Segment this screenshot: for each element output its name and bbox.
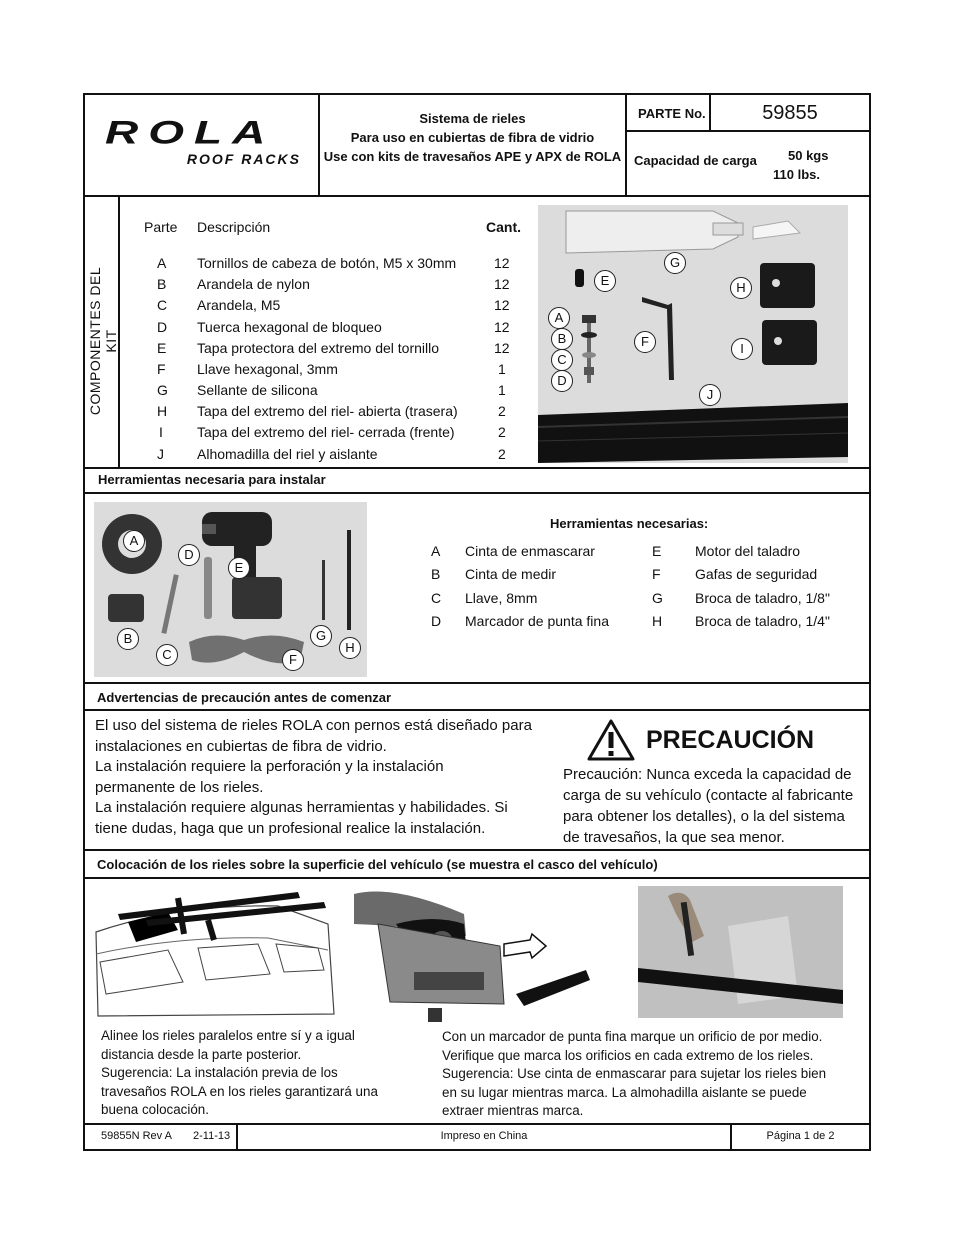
placement-bar <box>83 849 871 879</box>
tool-item: D Marcador de punta fina <box>431 612 609 629</box>
placement-right-line: Con un marcador de punta fina marque un orificio de por medio. <box>442 1029 823 1044</box>
placement-left-line: Sugerencia: La instalación previa de los <box>101 1065 338 1081</box>
part-number-cell <box>709 93 871 132</box>
tool-item: E Motor del taladro <box>652 543 801 559</box>
tool-item: H Broca de taladro, 1/4" <box>652 612 830 629</box>
tools-illustration <box>94 502 367 677</box>
tool-label-b: B <box>117 628 139 650</box>
logo-main: ROLA <box>105 114 276 151</box>
footer-printed-cell <box>236 1123 732 1151</box>
warning-line: El uso del sistema de rieles ROLA con pernos está diseñado para <box>95 717 532 734</box>
tools-bar <box>83 467 871 494</box>
tool-label-a: A <box>123 530 145 552</box>
footer-printed: Impreso en China <box>440 1130 528 1142</box>
tool-item: F Gafas de seguridad <box>652 566 818 583</box>
footer-doc-cell <box>83 1123 238 1151</box>
part-number: 59855 <box>762 102 818 124</box>
kit-label-i: I <box>731 338 753 360</box>
tool-item: A Cinta de enmascarar <box>431 543 595 559</box>
tools-list-left <box>431 540 651 633</box>
tool-label-h: H <box>339 637 361 659</box>
kit-label-c: C <box>551 349 573 371</box>
kit-label-f: F <box>634 331 656 353</box>
title-line-3: Use con kits de travesaños APE y APX de ROLA <box>323 149 622 164</box>
caution-line: carga de su vehículo (contacte al fabricante <box>563 787 854 804</box>
header-title-cell <box>318 93 627 197</box>
vehicle-roof-illustration <box>88 884 338 1024</box>
capacity-kg: 50 kgs <box>788 148 829 163</box>
placement-left-line: Alinee los rieles paralelos entre sí y a igual <box>101 1028 355 1043</box>
placement-right-line: Verifique que marca los orificios en cada extremo de los rieles. <box>442 1047 814 1063</box>
tools-list-right <box>652 540 862 633</box>
footer-page-cell <box>730 1123 871 1151</box>
tool-label-c: C <box>156 644 178 666</box>
placement-left-text <box>101 1027 431 1120</box>
warning-triangle-icon <box>586 718 636 762</box>
warning-line: La instalación requiere la perforación y la instalación <box>95 758 444 776</box>
footer-page: Página 1 de 2 <box>766 1130 835 1142</box>
kit-label-d: D <box>551 370 573 392</box>
crossbar-foot-illustration <box>354 884 604 1024</box>
crossbar-photo <box>354 884 604 1024</box>
tools-list-title: Herramientas necesarias: <box>550 516 709 531</box>
kit-label-g: G <box>664 252 686 274</box>
caution-line: Precaución: Nunca exceda la capacidad de <box>563 766 852 783</box>
placement-bar-title: Colocación de los rieles sobre la superficie del vehículo (se muestra el casco del vehículo) <box>97 857 658 872</box>
header-logo-cell <box>83 93 320 197</box>
capacity-label: Capacidad de carga <box>634 153 757 168</box>
kit-photo <box>538 205 848 463</box>
placement-right-line: en su lugar mientras marca. La almohadilla aislante se puede <box>442 1084 807 1100</box>
kit-label-e: E <box>594 270 616 292</box>
marking-rail-illustration <box>638 886 843 1018</box>
footer-doc: 59855N Rev A <box>101 1130 172 1142</box>
rola-logo <box>105 114 305 167</box>
kit-label-j: J <box>699 384 721 406</box>
col-desc-header: Descripción <box>197 219 271 235</box>
kit-parts-illustration <box>538 205 848 463</box>
capacity-cell <box>625 130 871 197</box>
capacity-lbs: 110 lbs. <box>773 167 820 182</box>
placement-left-line: travesaños ROLA en los rieles garantizará una <box>101 1083 378 1099</box>
tool-item: C Llave, 8mm <box>431 589 538 606</box>
warnings-bar-title: Advertencias de precaución antes de comenzar <box>97 690 392 705</box>
caution-line: de travesaños, la que sea menor. <box>563 829 785 846</box>
tools-photo <box>94 502 367 677</box>
kit-label-b: B <box>551 328 573 350</box>
warnings-bar <box>83 682 871 711</box>
kit-side-title: COMPONENTES DEL KIT <box>87 266 119 416</box>
part-label: PARTE No. <box>638 106 706 121</box>
col-part-header: Parte <box>144 219 178 235</box>
logo-sub: ROOF RACKS <box>186 151 301 167</box>
tool-item: B Cinta de medir <box>431 566 557 583</box>
kit-label-a: A <box>548 307 570 329</box>
tools-bar-title: Herramientas necesaria para instalar <box>98 472 326 487</box>
placement-right-line: Sugerencia: Use cinta de enmascarar para sujetar los rieles bien <box>442 1066 827 1082</box>
warning-line: La instalación requiere algunas herramientas y habilidades. Si <box>95 799 508 817</box>
footer-date: 2-11-13 <box>193 1130 231 1142</box>
warning-line: permanente de los rieles. <box>95 778 264 796</box>
placement-right-text <box>442 1028 867 1121</box>
tool-label-g: G <box>310 625 332 647</box>
tool-item: G Broca de taladro, 1/8" <box>652 589 830 606</box>
caution-line: para obtener los detalles), o la del sistema <box>563 808 845 825</box>
warnings-body <box>95 716 555 840</box>
placement-left-line: distancia desde la parte posterior. <box>101 1046 302 1062</box>
caution-title: PRECAUCIÓN <box>646 726 815 754</box>
tool-label-d: D <box>178 544 200 566</box>
title-line-2: Para uso en cubiertas de fibra de vidrio <box>350 130 595 145</box>
part-label-cell <box>625 93 711 132</box>
marking-photo <box>638 886 843 1018</box>
caution-body <box>563 764 868 848</box>
kit-label-h: H <box>730 277 752 299</box>
title-line-1: Sistema de rieles <box>419 111 526 126</box>
warning-line: instalaciones en cubiertas de fibra de vidrio. <box>95 737 387 755</box>
col-qty-header: Cant. <box>486 219 521 235</box>
placement-right-line: extraer mientras marca. <box>442 1103 584 1119</box>
tool-label-f: F <box>282 649 304 671</box>
warning-line: tiene dudas, haga que un profesional realice la instalación. <box>95 819 486 837</box>
placement-left-line: buena colocación. <box>101 1102 209 1118</box>
tool-label-e: E <box>228 557 250 579</box>
